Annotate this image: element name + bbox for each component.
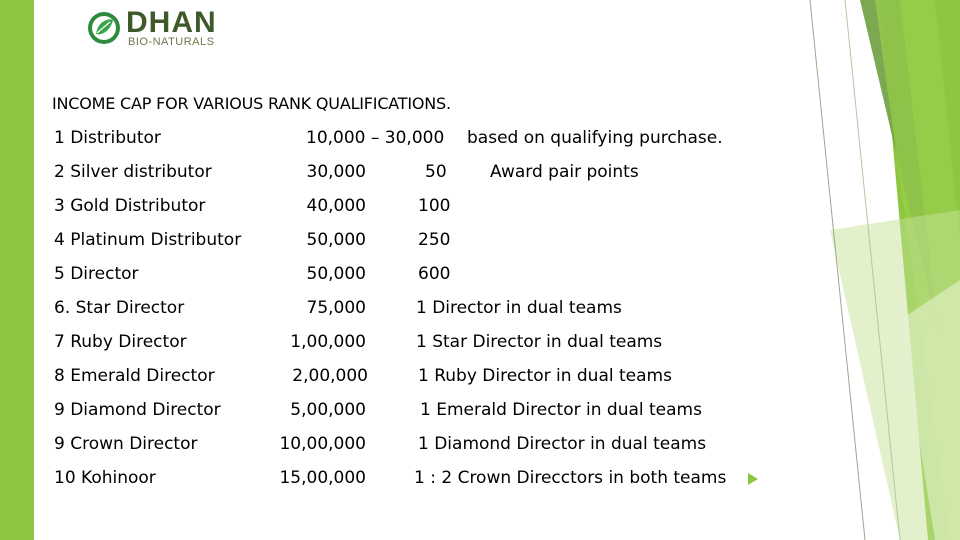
rank-name: 9 Diamond Director xyxy=(54,400,221,420)
rank-name: 1 Distributor xyxy=(54,128,161,148)
income-cap: 2,00,000 xyxy=(292,366,368,386)
leaf-logo-icon xyxy=(86,10,122,46)
rank-requirement: 1 Star Director in dual teams xyxy=(416,332,663,352)
income-cap: 5,00,000 xyxy=(290,400,366,420)
income-cap: 30,000 xyxy=(306,162,366,182)
income-cap: 15,00,000 xyxy=(279,468,366,488)
dhan-logo xyxy=(86,8,236,48)
rank-name: 8 Emerald Director xyxy=(54,366,215,386)
rank-requirement: 1 Director in dual teams xyxy=(416,298,622,318)
rank-name: 10 Kohinoor xyxy=(54,468,156,488)
rank-requirement: 250 xyxy=(418,230,451,250)
income-cap: 75,000 xyxy=(306,298,366,318)
rank-name: 4 Platinum Distributor xyxy=(54,230,242,250)
triangle-bullet-icon xyxy=(748,473,758,485)
logo-brand-text: DHAN xyxy=(126,6,217,39)
rank-requirement: 1 Ruby Director in dual teams xyxy=(418,366,672,386)
rank-name: 5 Director xyxy=(54,264,139,284)
rank-requirement: 100 xyxy=(418,196,451,216)
rank-note: Award pair points xyxy=(490,162,639,182)
income-cap: 50,000 xyxy=(306,230,366,250)
logo-subtitle-text: BIO-NATURALS xyxy=(128,36,215,48)
rank-requirement: 1 Diamond Director in dual teams xyxy=(418,434,707,454)
income-cap: 1,00,000 xyxy=(290,332,366,352)
rank-name: 3 Gold Distributor xyxy=(54,196,206,216)
rank-name: 2 Silver distributor xyxy=(54,162,212,182)
income-cap: 40,000 xyxy=(306,196,366,216)
left-accent-bar xyxy=(0,0,34,540)
income-cap: 50,000 xyxy=(306,264,366,284)
rank-requirement: 50 xyxy=(425,162,447,182)
rank-name: 9 Crown Director xyxy=(54,434,198,454)
page-title: INCOME CAP FOR VARIOUS RANK QUALIFICATIONS. xyxy=(52,94,451,113)
rank-name: 7 Ruby Director xyxy=(54,332,187,352)
decorative-green-panels xyxy=(700,0,960,540)
rank-requirement: 600 xyxy=(418,264,451,284)
income-cap: 10,000 – 30,000 xyxy=(306,128,445,148)
rank-requirement: based on qualifying purchase. xyxy=(467,128,723,148)
rank-requirement: 1 : 2 Crown Direcctors in both teams xyxy=(414,468,727,488)
rank-name: 6. Star Director xyxy=(54,298,185,318)
income-cap: 10,00,000 xyxy=(279,434,366,454)
rank-requirement: 1 Emerald Director in dual teams xyxy=(420,400,702,420)
